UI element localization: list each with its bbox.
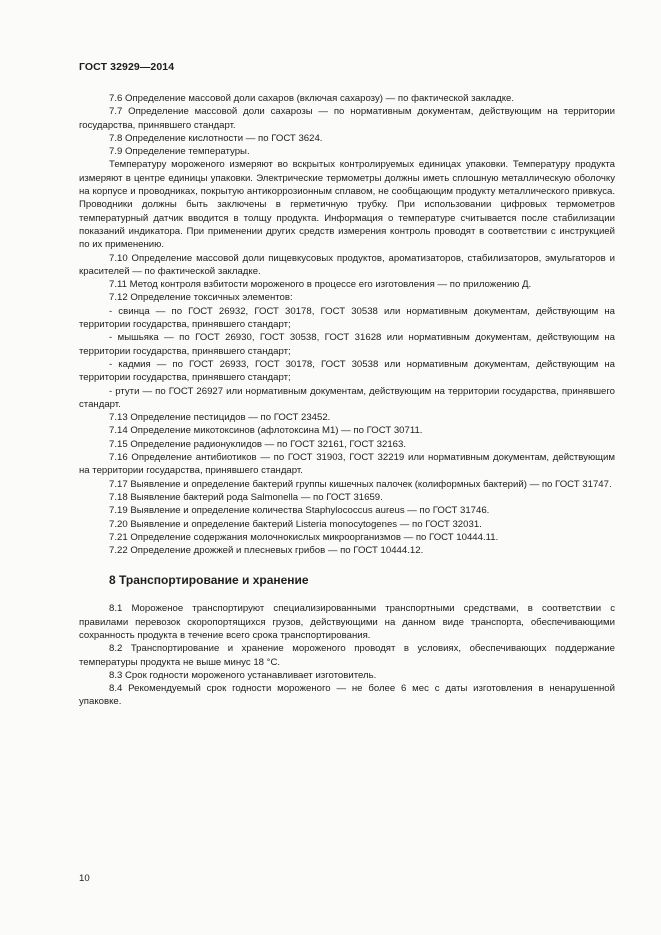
- paragraph-7-11: 7.11 Метод контроля взбитости мороженого в процессе его изготовления — по приложению Д.: [109, 279, 532, 291]
- paragraph-7-12: 7.12 Определение токсичных элементов:: [109, 292, 293, 304]
- paragraph-7-13: 7.13 Определение пестицидов — по ГОСТ 23452.: [109, 412, 331, 424]
- paragraph-8-2: 8.2 Транспортирование и хранение мороженого проводят в условиях, обеспечивающих поддержание температуры продукта не выше минус 18 °С.: [79, 643, 615, 668]
- list-item-mercury: - ртути — по ГОСТ 26927 или нормативным документам, действующим на территории государства, принявшего стандарт.: [79, 385, 615, 410]
- paragraph-7-7: 7.7 Определение массовой доли сахарозы — по нормативным документам, действующим на территории государства, принявшего стандарт.: [79, 106, 615, 131]
- paragraph-7-15: 7.15 Определение радионуклидов — по ГОСТ 32161, ГОСТ 32163.: [109, 438, 406, 450]
- document-header: ГОСТ 32929—2014: [79, 61, 175, 73]
- paragraph-7-19: 7.19 Выявление и определение количества Staphylococcus aureus — по ГОСТ 31746.: [109, 505, 490, 517]
- paragraph-7-10: 7.10 Определение массовой доли пищевкусовых продуктов, ароматизаторов, стабилизаторов, эмульгаторов и красителей — по фактической закладке.: [79, 252, 615, 277]
- paragraph-8-4: 8.4 Рекомендуемый срок годности мороженого — не более 6 мес с даты изготовления в ненарушенной упаковке.: [79, 683, 615, 708]
- section-title-8: 8 Транспортирование и хранение: [109, 573, 309, 588]
- list-item-cadmium: - кадмия — по ГОСТ 26933, ГОСТ 30178, ГОСТ 30538 или нормативным документам, действующим на территории государства, принявшего стандарт;: [79, 358, 615, 384]
- paragraph-8-1: 8.1 Мороженое транспортируют специализированными транспортными средствами, в соответствии с правилами перевозок скоропортящихся грузов, действующими на данном виде транспорта, обеспечивающими сохранность продукта в течение всего срока транспортирования.: [79, 603, 615, 641]
- page-number: 10: [79, 873, 90, 884]
- paragraph-7-17: 7.17 Выявление и определение бактерий группы кишечных палочек (колиформных бактерий) — по ГОСТ 31747.: [109, 478, 612, 490]
- paragraph-7-22: 7.22 Определение дрожжей и плесневых грибов — по ГОСТ 10444.12.: [109, 545, 424, 557]
- list-item-arsenic: - мышьяка — по ГОСТ 26930, ГОСТ 30538, ГОСТ 31628 или нормативным документам, действующим на территории государства, принявшего стандарт;: [79, 332, 615, 357]
- paragraph-7-20: 7.20 Выявление и определение бактерий Listeria monocytogenes — по ГОСТ 32031.: [109, 518, 482, 530]
- paragraph-8-3: 8.3 Срок годности мороженого устанавливает изготовитель.: [109, 669, 377, 681]
- page-content: [79, 92, 615, 709]
- paragraph-7-16: 7.16 Определение антибиотиков — по ГОСТ 31903, ГОСТ 32219 или нормативным документам, действующим на территории государства, принявшего стандарт.: [79, 452, 615, 477]
- paragraph-7-6: 7.6 Определение массовой доли сахаров (включая сахарозу) — по фактической закладке.: [109, 93, 515, 104]
- paragraph-7-14: 7.14 Определение микотоксинов (афлотоксина M1) — по ГОСТ 30711.: [109, 425, 423, 437]
- paragraph-7-18: 7.18 Выявление бактерий рода Salmonella — по ГОСТ 31659.: [109, 491, 383, 503]
- paragraph-7-21: 7.21 Определение содержания молочнокислых микроорганизмов — по ГОСТ 10444.11.: [109, 531, 499, 543]
- paragraph-7-8: 7.8 Определение кислотности — по ГОСТ 3624.: [109, 132, 323, 144]
- paragraph-7-9: 7.9 Определение температуры.: [109, 146, 250, 158]
- list-item-lead: - свинца — по ГОСТ 26932, ГОСТ 30178, ГОСТ 30538 или нормативным документам, действующим на территории государства, принявшего стандарт;: [79, 305, 615, 331]
- paragraph-temperature-text: Температуру мороженого измеряют во вскрытых контролируемых единицах упаковки. Температуру продукта измеряют в центре единицы упаковки. Электрические термометры должны иметь сплошную металлическую оболочку на корпусе и проводниках, покрытую антикоррозионным сплавом, не сообщающим продукту металлического привкуса. Проводники должны быть заключены в герметичную трубку. При использовании цифровых термометров температурный датчик вводится в толщу продукта. Информация о температуре считывается после стабилизации показаний индикатора. При применении других средств измерения контроль проводят в соответствии с инструкцией по их применению.: [79, 159, 615, 251]
